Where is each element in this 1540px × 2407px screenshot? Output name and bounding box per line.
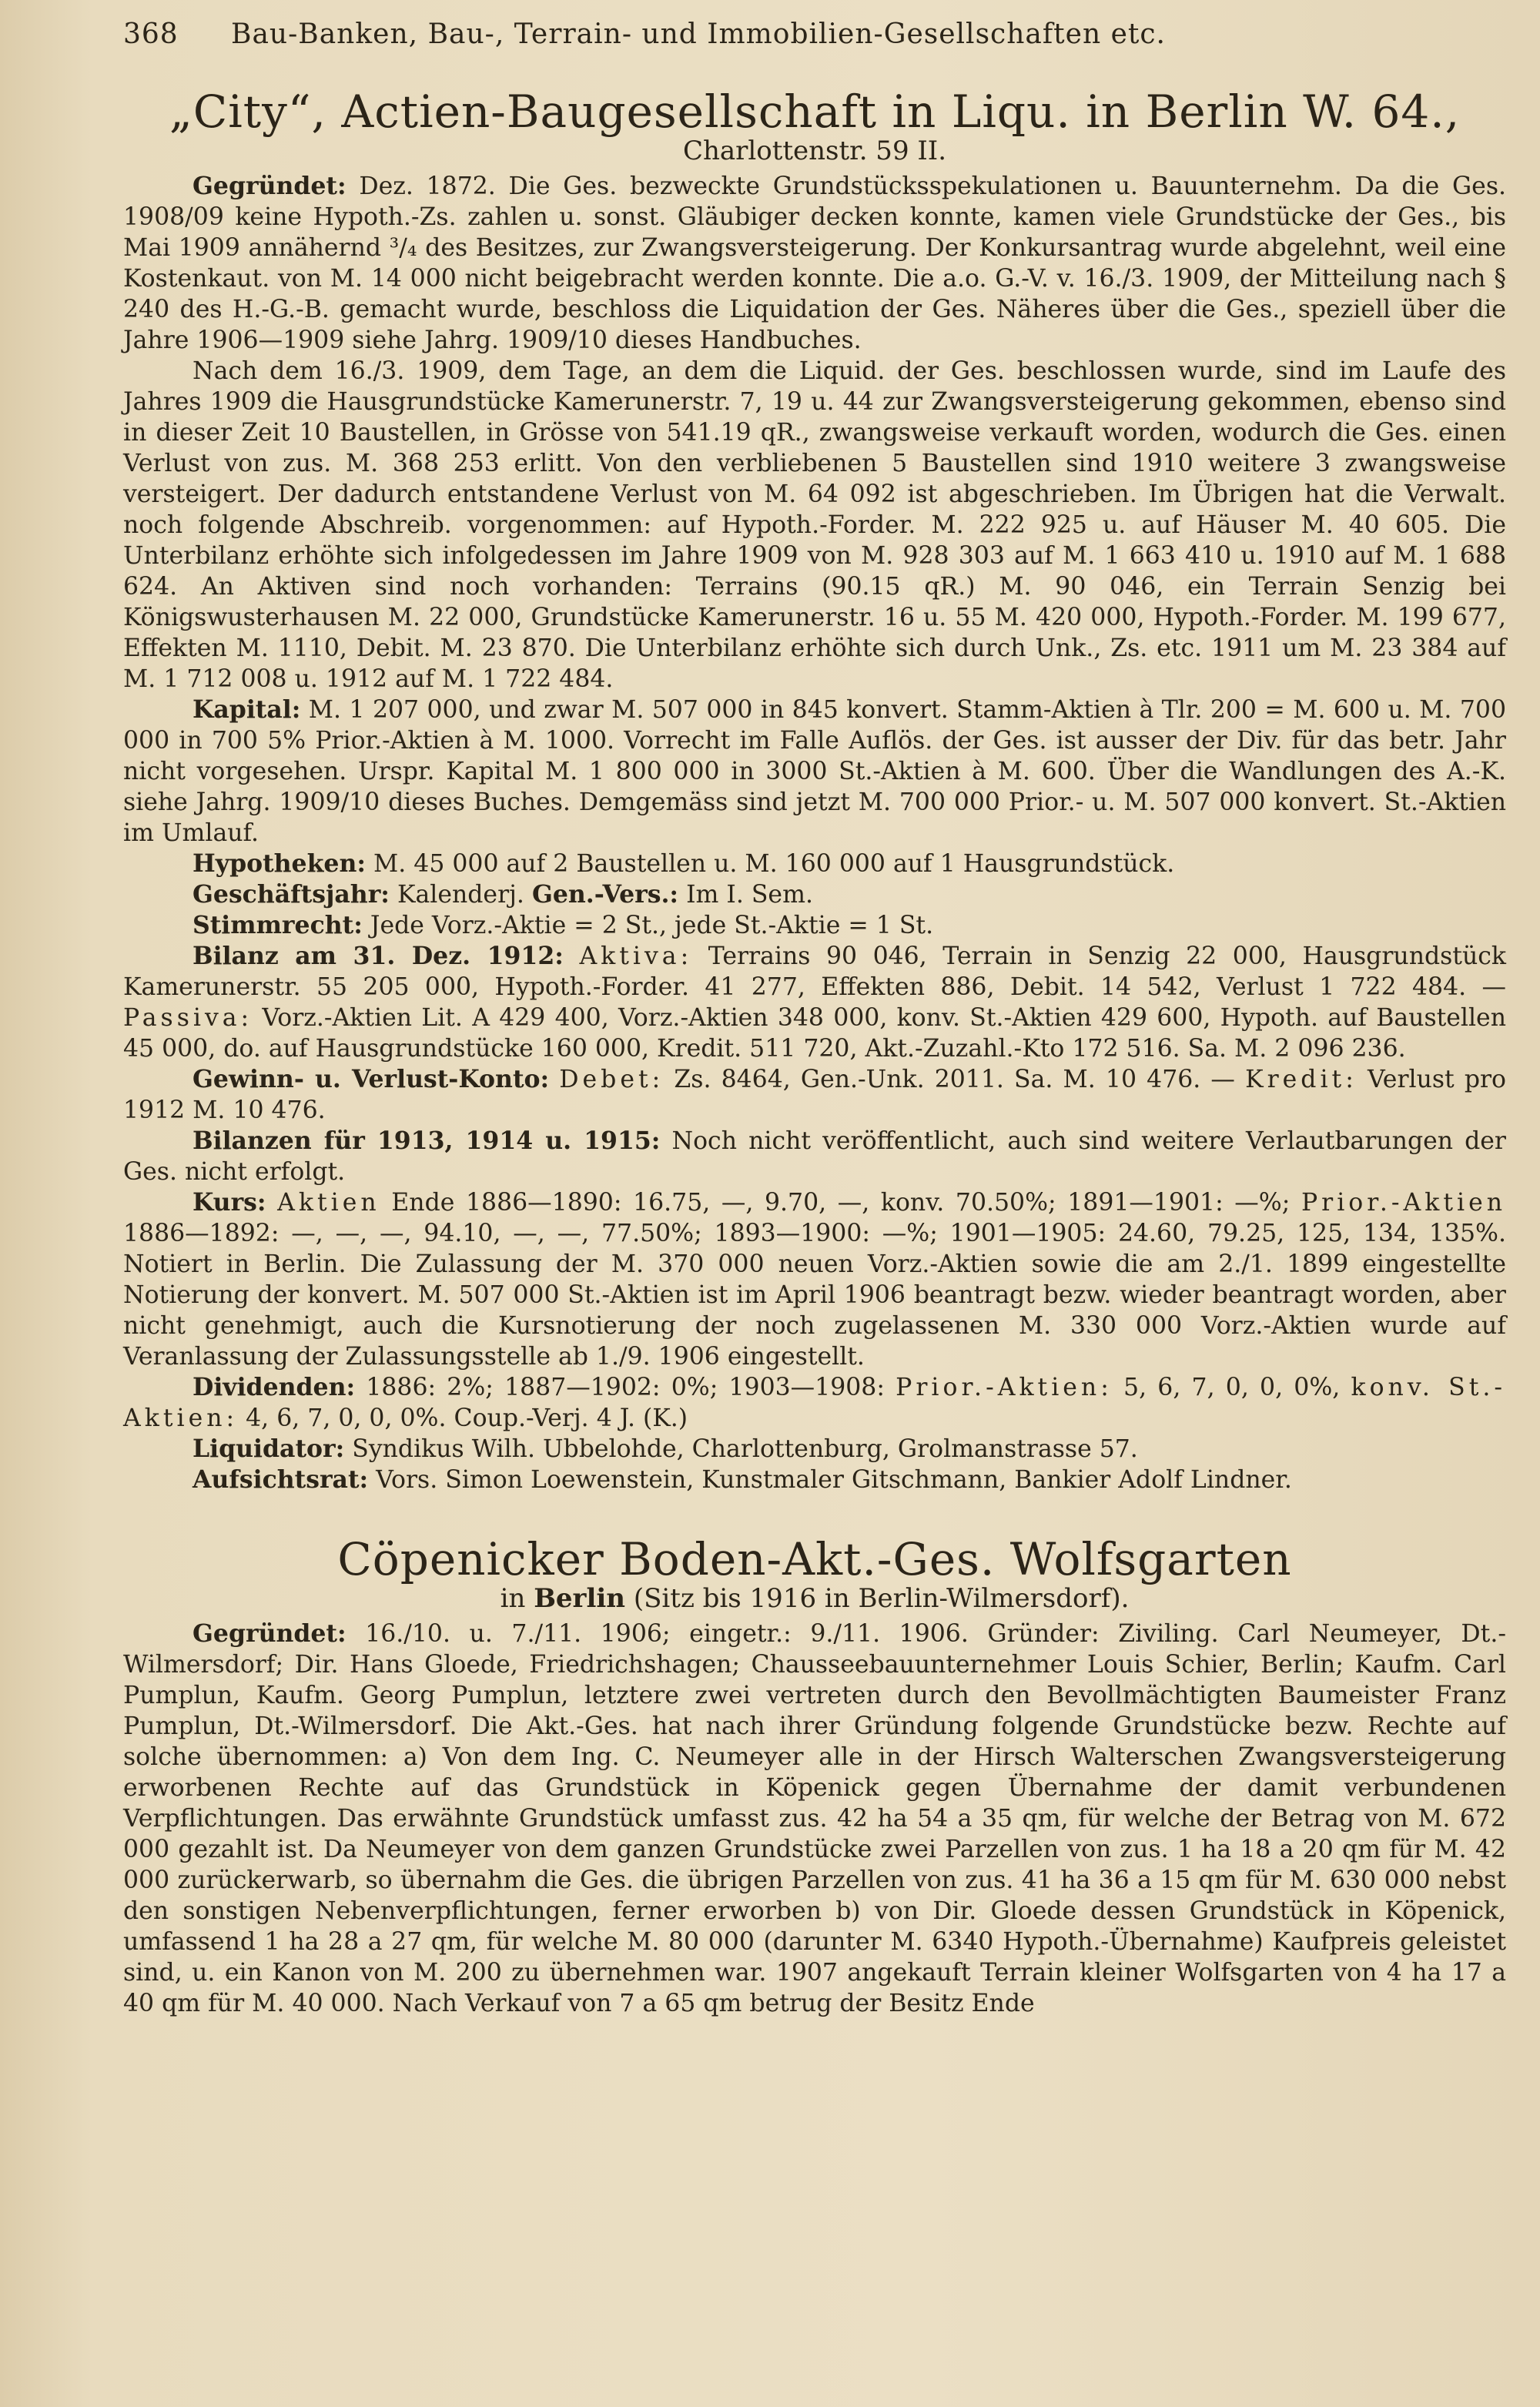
- passiva-label: Passiva:: [123, 1004, 253, 1032]
- entry-coepenicker-boden-akt-ges: [123, 1535, 1506, 2019]
- kurs-prior-label: Prior.-Aktien: [1301, 1189, 1507, 1217]
- running-header: [123, 18, 1506, 57]
- entry-title: Cöpenicker Boden-Akt.-Ges. Wolfsgarten: [337, 1533, 1292, 1585]
- hypotheken-label: Hypotheken:: [192, 849, 366, 878]
- geschaeftsjahr-text: Kalenderj.: [397, 881, 524, 909]
- aktiva-text: Terrains 90 046, Terrain in Senzig 22 000, Hausgrundstück Kamerunerstr. 55 205 000, Hypoth.-Forder. 41 277, Effekten 886, Debit. 14 542, Verlust 1 722 484. —: [123, 942, 1506, 1001]
- bilanzen-paragraph: [123, 1126, 1506, 1187]
- entry-title: „City“, Actien-Baugesellschaft in Liqu. in Berlin W. 64.,: [169, 85, 1461, 138]
- stimmrecht-paragraph: [123, 910, 1506, 941]
- running-title: Bau-Banken, Bau-, Terrain- und Immobilien-Gesellschaften etc.: [231, 18, 1166, 50]
- aufsichtsrat-paragraph: [123, 1465, 1506, 1495]
- aufsichtsrat-text: Vors. Simon Loewenstein, Kunstmaler Gitschmann, Bankier Adolf Lindner.: [376, 1466, 1292, 1494]
- location-prefix: in: [500, 1583, 526, 1614]
- entry-address: Charlottenstr. 59 II.: [682, 136, 947, 166]
- kurs-label: Kurs:: [192, 1188, 266, 1217]
- gegruendet-paragraph: [123, 171, 1506, 356]
- hypotheken-text: M. 45 000 auf 2 Baustellen u. M. 160 000 auf 1 Hausgrundstück.: [373, 850, 1175, 878]
- gegruendet-text: Dez. 1872. Die Ges. bezweckte Grundstücksspekulationen u. Bauunternehm. Da die Ges. 1908/09 keine Hypoth.-Zs. zahlen u. sonst. Gläubiger decken konnte, kamen viele Grundstücke der Ges., bis Mai 1909 annähernd ³/₄ des Besitzes, zur Zwangsversteigerung. Der Konkursantrag wurde abgelehnt, weil eine Kostenkaut. von M. 14 000 nicht beigebracht werden konnte. Die a.o. G.-V. v. 16./3. 1909, der Mitteilung nach § 240 des H.-G.-B. gemacht wurde, beschloss die Liquidation der Ges. Näheres über die Ges., speziell über die Jahre 1906—1909 siehe Jahrg. 1909/10 dieses Handbuches.: [123, 172, 1506, 354]
- kapital-text: M. 1 207 000, und zwar M. 507 000 in 845 konvert. Stamm-Aktien à Tlr. 200 = M. 600 u. M. 700 000 in 700 5% Prior.-Aktien à M. 1000. Vorrecht im Falle Auflös. der Ges. ist ausser der Div. für das betr. Jahr nicht vorgesehen. Urspr. Kapital M. 1 800 000 in 3000 St.-Aktien à M. 600. Über die Wandlungen des A.-K. siehe Jahrg. 1909/10 dieses Buches. Demgemäss sind jetzt M. 700 000 Prior.- u. M. 507 000 konvert. St.-Aktien im Umlauf.: [123, 696, 1507, 847]
- liquidator-paragraph: [123, 1434, 1506, 1465]
- geschaeftsjahr-label: Geschäftsjahr:: [192, 880, 390, 909]
- dividenden-text-1: 1886: 2%; 1887—1902: 0%; 1903—1908:: [366, 1374, 885, 1401]
- stimmrecht-text: Jede Vorz.-Aktie = 2 St., jede St.-Aktie = 1 St.: [370, 912, 934, 939]
- liquidator-text: Syndikus Wilh. Ubbelohde, Charlottenburg, Grolmanstrasse 57.: [352, 1435, 1138, 1463]
- genvers-text: Im I. Sem.: [686, 881, 813, 909]
- bilanzen-label: Bilanzen für 1913, 1914 u. 1915:: [192, 1127, 661, 1155]
- hypotheken-paragraph: [123, 849, 1506, 879]
- kurs-text-2: 1886—1892: —, —, —, 94.10, —, —, 77.50%; 1893—1900: —%; 1901—1905: 24.60, 79.25, 125, 134, 135%. Notiert in Berlin. Die Zulassung der M. 370 000 neuen Vorz.-Aktien sowie die am 2./1. 1899 eingestellte Notierung der konvert. M. 507 000 St.-Aktien ist im April 1906 beantragt bezw. wieder beantragt worden, aber nicht genehmigt, auch die Kursnotierung der noch zugelassenen M. 330 000 Vorz.-Aktien wurde auf Veranlassung der Zulassungsstelle ab 1./9. 1906 eingestellt.: [123, 1220, 1506, 1371]
- aufsichtsrat-label: Aufsichtsrat:: [192, 1465, 369, 1494]
- kapital-label: Kapital:: [192, 695, 301, 724]
- gegruendet-label: Gegründet:: [192, 172, 346, 200]
- aktiva-label: Aktiva:: [579, 942, 693, 970]
- genvers-label: Gen.-Vers.:: [531, 880, 679, 909]
- kredit-label: Kredit:: [1245, 1066, 1358, 1093]
- kredit-text: Verlust pro 1912 M. 10 476.: [123, 1066, 1507, 1124]
- dividenden-paragraph: [123, 1372, 1506, 1434]
- kurs-paragraph: [123, 1187, 1506, 1372]
- dividenden-label: Dividenden:: [192, 1373, 356, 1401]
- dividenden-text-3: 4, 6, 7, 0, 0, 0%. Coup.-Verj. 4 J. (K.): [246, 1404, 688, 1432]
- liquidation-paragraph: [123, 356, 1506, 695]
- debet-label: Debet:: [559, 1066, 665, 1093]
- gegruendet-paragraph: [123, 1619, 1506, 2019]
- stimmrecht-label: Stimmrecht:: [192, 911, 363, 939]
- kurs-aktien-label: Aktien: [277, 1189, 380, 1217]
- gegruendet-text: 16./10. u. 7./11. 1906; eingetr.: 9./11. 1906. Gründer: Ziviling. Carl Neumeyer, Dt.-Wilmersdorf; Dir. Hans Gloede, Friedrichshagen; Chausseebauunternehmer Louis Schier, Berlin; Kaufm. Carl Pumplun, Kaufm. Georg Pumplun, letztere zwei vertreten durch den Bevollmächtigten Baumeister Franz Pumplun, Dt.-Wilmersdorf. Die Akt.-Ges. hat nach ihrer Gründung folgende Grundstücke bezw. Rechte auf solche übernommen: a) Von dem Ing. C. Neumeyer alle in der Hirsch Walterschen Zwangsversteigerung erworbenen Rechte auf das Grundstück in Köpenick gegen Übernahme der damit verbundenen Verpflichtungen. Das erwähnte Grundstück umfasst zus. 42 ha 54 a 35 qm, für welche der Betrag von M. 672 000 gezahlt ist. Da Neumeyer von dem ganzen Grundstücke zwei Parzellen von zus. 1 ha 18 a 20 qm für M. 42 000 zurückerwarb, so übernahm die Ges. die übrigen Parzellen von zus. 41 ha 36 a 15 qm für M. 630 000 nebst den sonstigen Nebenverpflichtungen, ferner erworben b) von Dir. Gloede dessen Grundstück in Köpenick, umfassend 1 ha 28 a 27 qm, für welche M. 80 000 (darunter M. 6340 Hypoth.-Übernahme) Kaufpreis geleistet sind, u. ein Kanon von M. 200 zu übernehmen war. 1907 angekauft Terrain kleiner Wolfsgarten von 4 ha 17 a 40 qm für M. 40 000. Nach Verkauf von 7 a 65 qm betrug der Besitz Ende: [123, 1620, 1506, 2017]
- guv-label: Gewinn- u. Verlust-Konto:: [192, 1065, 550, 1093]
- passiva-text: Vorz.-Aktien Lit. A 429 400, Vorz.-Aktien 348 000, konv. St.-Aktien 429 600, Hypoth. auf Baustellen 45 000, do. auf Hausgrundstücke 160 000, Kredit. 511 720, Akt.-Zuzahl.-Kto 172 516. Sa. M. 2 096 236.: [123, 1004, 1506, 1063]
- entry-city-actien-baugesellschaft: [123, 85, 1507, 1495]
- location-suffix: (Sitz bis 1916 in Berlin-Wilmersdorf).: [633, 1583, 1130, 1614]
- page-number: 368: [123, 18, 179, 50]
- liquidator-label: Liquidator:: [192, 1434, 345, 1463]
- dividenden-text-2: 5, 6, 7, 0, 0, 0%,: [1123, 1374, 1341, 1401]
- gewinn-verlust-paragraph: [123, 1064, 1506, 1126]
- entry-location: [123, 1583, 1506, 1614]
- bilanz-paragraph: [123, 941, 1506, 1064]
- kapital-paragraph: [123, 695, 1506, 849]
- bilanzen-text: Noch nicht veröffentlicht, auch sind weitere Verlautbarungen der Ges. nicht erfolgt.: [123, 1127, 1506, 1186]
- bilanz-label: Bilanz am 31. Dez. 1912:: [192, 942, 564, 970]
- geschaeftsjahr-paragraph: [123, 879, 1506, 910]
- div-prior-label: Prior.-Aktien:: [896, 1374, 1113, 1401]
- location-city: Berlin: [534, 1583, 626, 1614]
- gegruendet-label: Gegründet:: [192, 1619, 346, 1648]
- liquidation-text: Nach dem 16./3. 1909, dem Tage, an dem die Liquid. der Ges. beschlossen wurde, sind im Laufe des Jahres 1909 die Hausgrundstücke Kamerunerstr. 7, 19 u. 44 zur Zwangsversteigerung gekommen, ebenso sind in dieser Zeit 10 Baustellen, in Grösse von 541.19 qR., zwangsweise verkauft worden, wodurch die Ges. einen Verlust von zus. M. 368 253 erlitt. Von den verbliebenen 5 Baustellen sind 1910 weitere 3 zwangsweise versteigert. Der dadurch entstandene Verlust von M. 64 092 ist abgeschrieben. Im Übrigen hat die Verwalt. noch folgende Abschreib. vorgenommen: auf Hypoth.-Forder. M. 222 925 u. auf Häuser M. 40 605. Die Unterbilanz erhöhte sich infolgedessen im Jahre 1909 von M. 928 303 auf M. 1 663 410 u. 1910 auf M. 1 688 624. An Aktiven sind noch vorhanden: Terrains (90.15 qR.) M. 90 046, ein Terrain Senzig bei Königswusterhausen M. 22 000, Grundstücke Kamerunerstr. 16 u. 55 M. 420 000, Hypoth.-Forder. M. 199 677, Effekten M. 1110, Debit. M. 23 870. Die Unterbilanz erhöhte sich durch Unk., Zs. etc. 1911 um M. 23 384 auf M. 1 712 008 u. 1912 auf M. 1 722 484.: [123, 357, 1506, 693]
- kurs-text-1: Ende 1886—1890: 16.75, —, 9.70, —, konv. 70.50%; 1891—1901: —%;: [391, 1189, 1291, 1217]
- div-konv-label: konv. St.-Aktien:: [123, 1374, 1507, 1432]
- debet-text: Zs. 8464, Gen.-Unk. 2011. Sa. M. 10 476. —: [674, 1066, 1235, 1093]
